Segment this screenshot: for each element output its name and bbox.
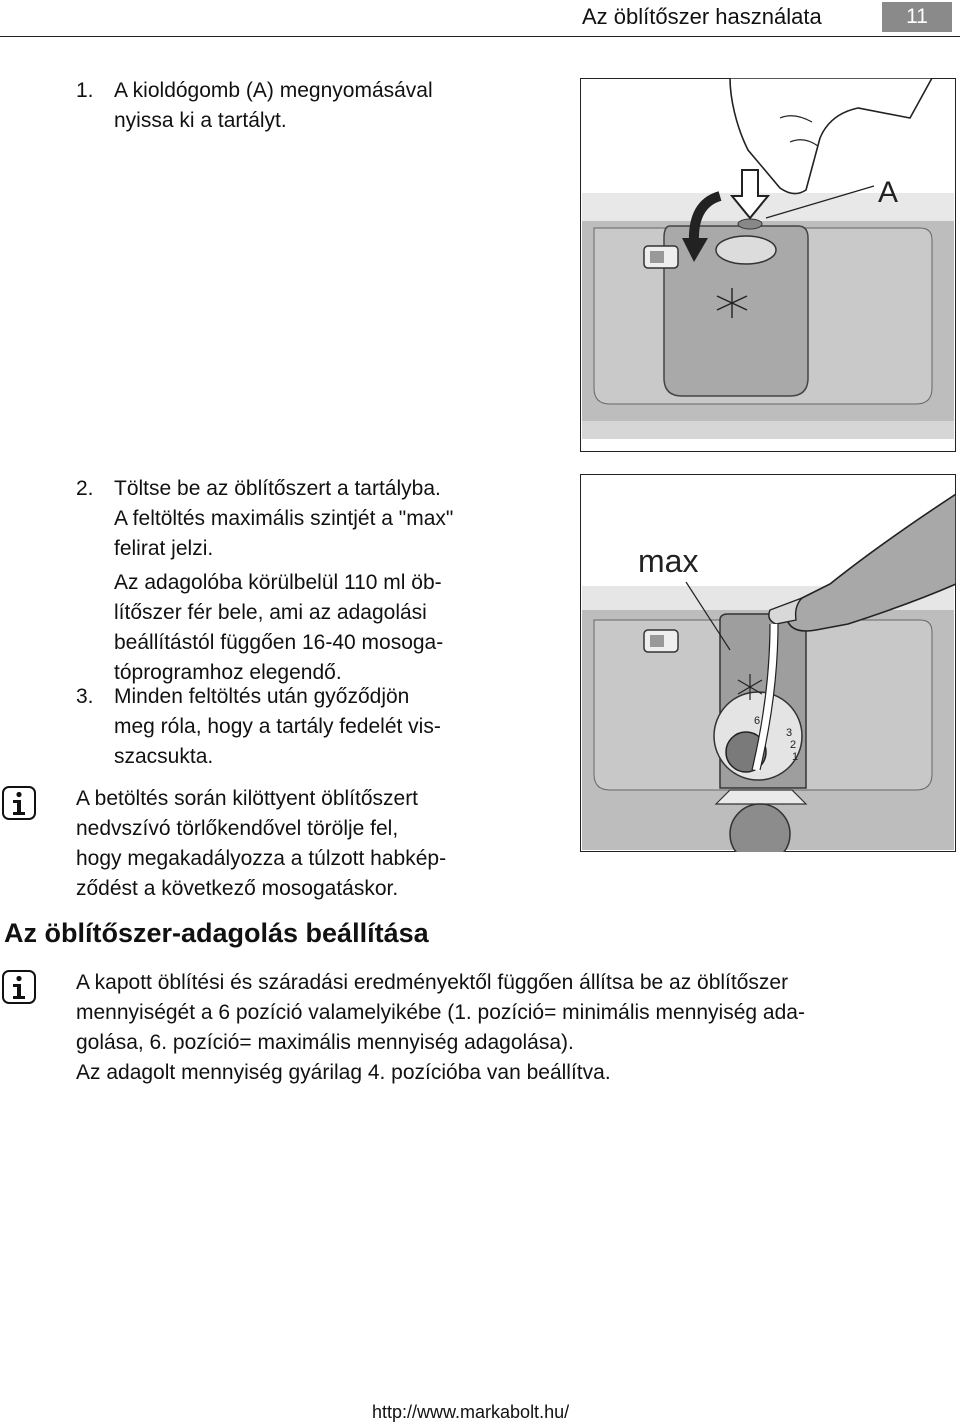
page-number: 11 — [882, 2, 952, 32]
step-3 — [76, 682, 556, 772]
paragraph-line: lítőszer fér bele, ami az adagolási — [114, 601, 427, 624]
step-number: 2. — [76, 477, 94, 500]
info-note-spill — [76, 784, 446, 904]
info-icon — [2, 786, 36, 820]
step-number: 3. — [76, 685, 94, 708]
step-text-line: A feltöltés maximális szintjét a "max" — [114, 507, 454, 530]
step-1 — [76, 76, 556, 136]
step-text-line: A kioldógomb (A) megnyomásával — [114, 79, 433, 102]
info-icon — [2, 970, 36, 1004]
paragraph-line: Az adagolt mennyiség gyárilag 4. pozícióba van beállítva. — [76, 1061, 611, 1084]
paragraph-line: nedvszívó törlőkendővel törölje fel, — [76, 817, 399, 840]
paragraph-line: ződést a következő mosogatáskor. — [76, 877, 399, 900]
step-number: 1. — [76, 79, 94, 102]
paragraph-line: beállítástól függően 16-40 mosoga- — [114, 631, 444, 654]
paragraph-line: A betöltés során kilöttyent öblítőszert — [76, 787, 419, 810]
step-text-line: felirat jelzi. — [114, 537, 214, 560]
paragraph-line: Az adagolóba körülbelül 110 ml öb- — [114, 571, 442, 594]
dial-number: 2 — [790, 739, 797, 751]
section-title: Az öblítőszer-adagolás beállítása — [4, 918, 429, 948]
dial-number: 3 — [786, 727, 793, 739]
figure-open-dispenser — [580, 78, 956, 452]
paragraph-line: tóprogramhoz elegendő. — [114, 661, 342, 684]
paragraph-line: mennyiségét a 6 pozíció valamelyikébe (1. pozíció= minimális mennyiség ada- — [76, 1001, 805, 1024]
paragraph-line: hogy megakadályozza a túlzott habkép- — [76, 847, 447, 870]
step-2-capacity-note — [114, 568, 443, 688]
info-note-dosage — [76, 968, 805, 1088]
figure-fill-max — [580, 474, 956, 852]
header-divider — [0, 36, 960, 37]
step-text-line: szacsukta. — [114, 745, 214, 768]
figure-label-max: max — [638, 543, 699, 579]
page-header-title: Az öblítőszer használata — [582, 4, 822, 29]
dial-number: 6 — [754, 715, 761, 727]
step-text-line: nyissa ki a tartályt. — [114, 109, 287, 132]
footer-url: http://www.markabolt.hu/ — [372, 1402, 570, 1422]
step-text-line: Töltse be az öblítőszert a tartályba. — [114, 477, 441, 500]
dial-number: 1 — [792, 751, 799, 763]
step-text-line: Minden feltöltés után győződjön — [114, 685, 410, 708]
paragraph-line: golása, 6. pozíció= maximális mennyiség adagolása). — [76, 1031, 574, 1054]
paragraph-line: A kapott öblítési és száradási eredményektől függően állítsa be az öblítőszer — [76, 971, 789, 994]
step-text-line: meg róla, hogy a tartály fedelét vis- — [114, 715, 441, 738]
figure-label-a: A — [878, 176, 899, 209]
step-2 — [76, 474, 556, 564]
